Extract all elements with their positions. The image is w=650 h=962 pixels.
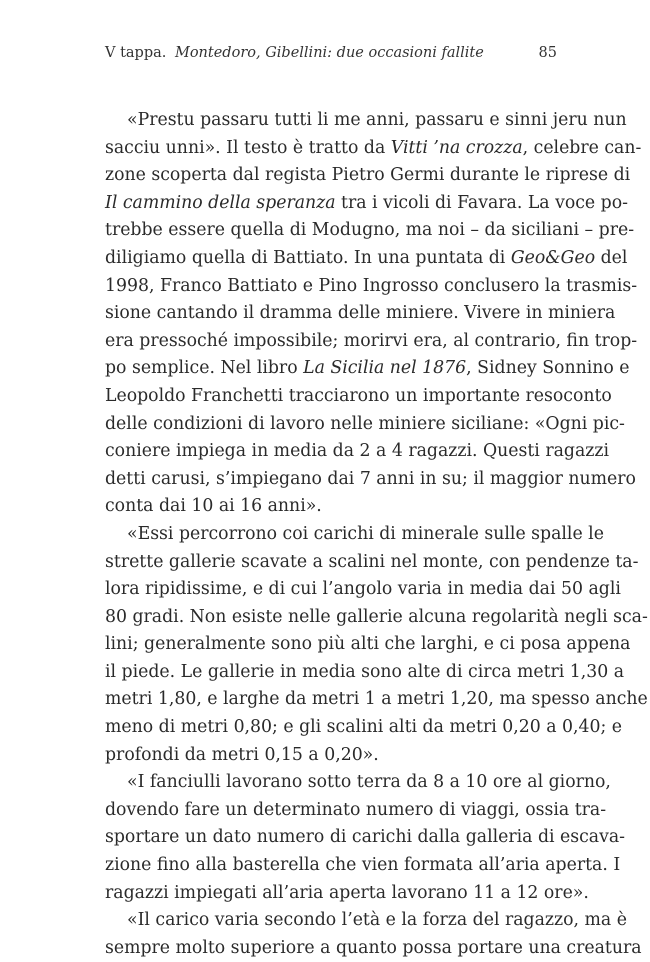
text-line: 1998, Franco Battiato e Pino Ingrosso conclusero la trasmis- — [105, 275, 638, 296]
text-line: conta dai 10 ai 16 anni». — [105, 496, 322, 517]
text-line: sempre molto superiore a quanto possa portare una creatura — [105, 937, 642, 958]
text-line: coniere impiega in media da 2 a 4 ragazzi. Questi ragazzi — [105, 441, 609, 462]
text-line: sportare un dato numero di carichi dalla galleria di escava- — [105, 827, 626, 848]
body-text — [105, 107, 648, 962]
text-line: ragazzi impiegati all’aria aperta lavorano 11 a 12 ore». — [105, 882, 589, 903]
text-line: zione fino alla basterella che vien formata all’aria aperta. I — [105, 855, 621, 876]
chapter-label: V tappa. — [105, 45, 167, 61]
text-line: sacciu unni». Il testo è tratto da Vitti ’na crozza, celebre can- — [105, 137, 642, 158]
text-line: lini; generalmente sono più alti che larghi, e ci posa appena — [105, 634, 631, 655]
text-line: «I fanciulli lavorano sotto terra da 8 a 10 ore al giorno, — [127, 772, 611, 793]
text-line: «Il carico varia secondo l’età e la forza del ragazzo, ma è — [127, 910, 627, 931]
text-line: delle condizioni di lavoro nelle miniere siciliane: «Ogni pic- — [105, 413, 625, 434]
text-line: «Prestu passaru tutti li me anni, passaru e sinni jeru nun — [127, 110, 627, 130]
text-line: Leopoldo Franchetti tracciarono un importante resoconto — [105, 385, 612, 406]
text-line: meno di metri 0,80; e gli scalini alti da metri 0,20 a 0,40; e — [105, 717, 623, 738]
text-line: trebbe essere quella di Modugno, ma noi – da siciliani – pre- — [105, 220, 635, 241]
text-line: era pressoché impossibile; morirvi era, al contrario, fin trop- — [105, 330, 638, 351]
page-number: 85 — [538, 45, 557, 61]
chapter-title: Montedoro, Gibellini: due occasioni fallite — [174, 45, 484, 61]
text-line: «Essi percorrono coi carichi di minerale sulle spalle le — [127, 523, 604, 544]
running-head-left — [105, 43, 484, 63]
text-line: profondi da metri 0,15 a 0,20». — [105, 744, 379, 765]
text-line: po semplice. Nel libro La Sicilia nel 1876, Sidney Sonnino e — [105, 358, 630, 379]
text-line: Il cammino della speranza tra i vicoli di Favara. La voce po- — [105, 192, 628, 213]
text-line: 80 gradi. Non esiste nelle gallerie alcuna regolarità negli sca- — [105, 606, 648, 627]
text-line: lora ripidissime, e di cui l’angolo varia in media dai 50 agli — [105, 579, 621, 600]
text-line: zone scoperta dal regista Pietro Germi durante le riprese di — [105, 165, 631, 186]
text-line: strette gallerie scavate a scalini nel monte, con pendenze ta- — [105, 551, 639, 572]
text-line: sione cantando il dramma delle miniere. Vivere in miniera — [105, 303, 616, 324]
text-line: dovendo fare un determinato numero di viaggi, ossia tra- — [105, 799, 607, 820]
running-head — [105, 43, 557, 63]
text-line: detti carusi, s’impiegano dai 7 anni in su; il maggior numero — [105, 468, 636, 489]
text-line: metri 1,80, e larghe da metri 1 a metri 1,20, ma spesso anche — [105, 689, 648, 710]
text-line: diligiamo quella di Battiato. In una puntata di Geo&Geo del — [105, 247, 628, 268]
text-line: il piede. Le gallerie in media sono alte di circa metri 1,30 a — [105, 661, 625, 682]
